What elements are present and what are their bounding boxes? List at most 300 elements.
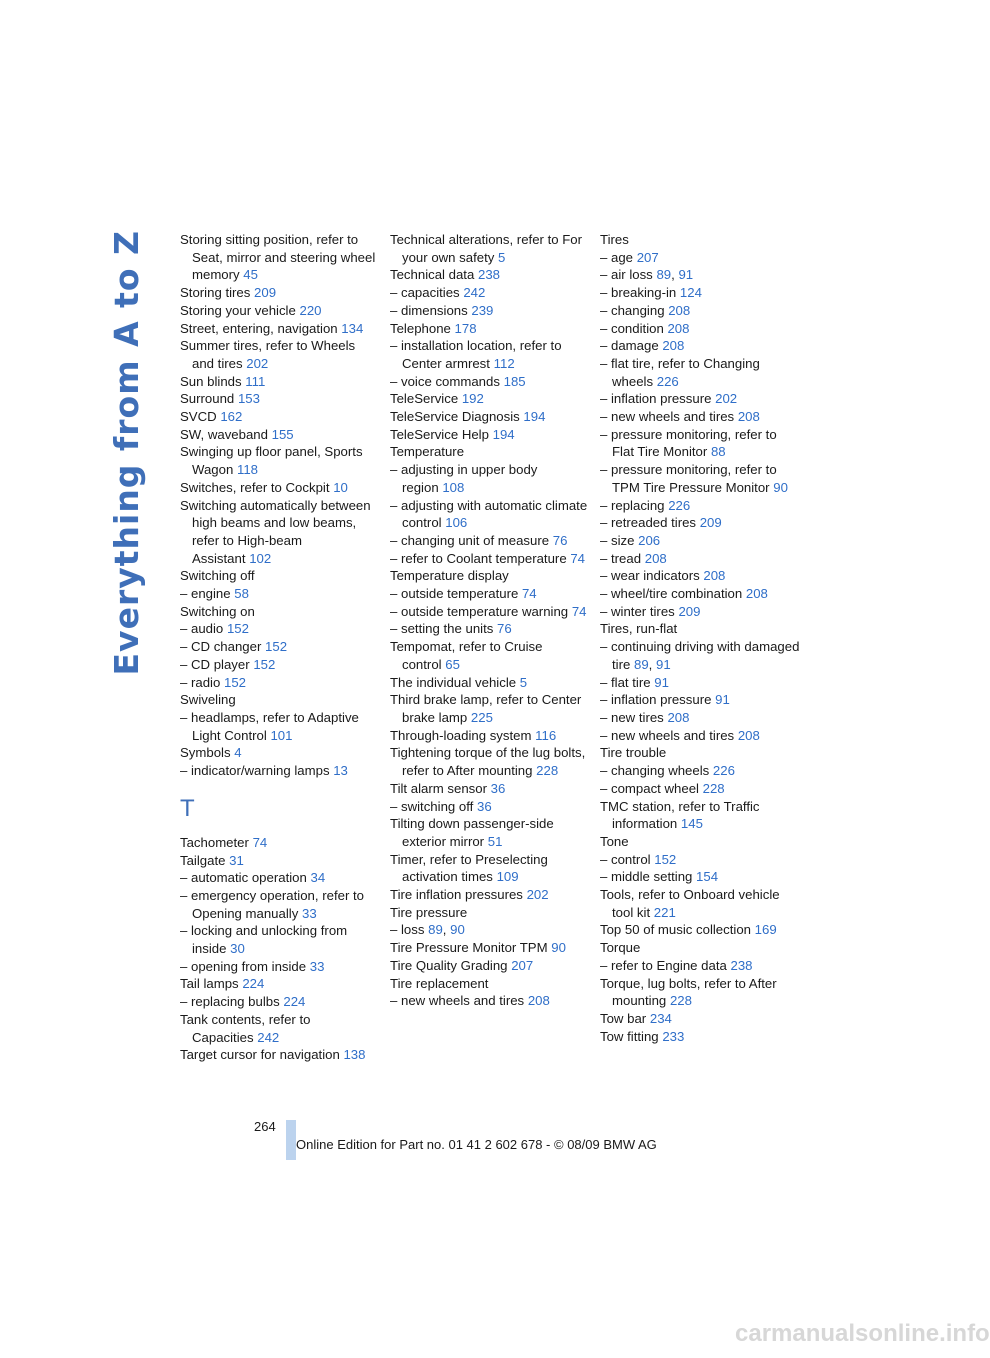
index-entry — [180, 762, 380, 780]
index-entry-text: Tachometer — [180, 834, 249, 850]
index-entry — [600, 798, 800, 833]
index-entry-text: Tire trouble — [600, 745, 667, 761]
page-reference-link[interactable]: 242 — [257, 1029, 280, 1045]
index-entry-text: – wheel/tire combination — [600, 586, 743, 602]
page-reference-link[interactable]: 5 — [498, 249, 506, 265]
index-entry — [600, 320, 800, 338]
index-entry-text: – middle setting — [600, 869, 693, 885]
footer-edition-text: Online Edition for Part no. 01 41 2 602 678 - © 08/09 BMW AG — [296, 1137, 657, 1152]
page-reference-link[interactable]: 90 — [551, 940, 566, 956]
index-entry-text: – pressure monitoring, refer to TPM Tire Pressure Monitor — [600, 462, 777, 495]
index-entry-text: – replacing bulbs — [180, 994, 280, 1010]
index-entry — [600, 603, 800, 621]
page-reference-link[interactable]: 225 — [470, 709, 493, 725]
index-entry-text: – winter tires — [600, 603, 675, 619]
index-entry — [390, 992, 590, 1010]
index-entry-text: Telephone — [390, 320, 451, 336]
page-reference-link[interactable]: 74 — [570, 550, 586, 566]
index-entry — [390, 231, 590, 266]
index-entry — [180, 320, 380, 338]
index-entry — [180, 744, 380, 762]
index-entry — [390, 461, 590, 496]
index-entry — [600, 461, 800, 496]
index-entry-text: Tire Pressure Monitor TPM — [390, 940, 548, 956]
index-entry-text: – changing — [600, 302, 665, 318]
index-entry — [180, 834, 380, 852]
index-entry-text: Swiveling — [180, 692, 236, 708]
page-reference-link[interactable]: 33 — [309, 958, 325, 974]
index-entry-text: – condition — [600, 320, 664, 336]
index-entry — [180, 691, 380, 709]
page-reference-link[interactable]: 220 — [299, 302, 322, 318]
index-entry — [390, 266, 590, 284]
page-reference-link[interactable]: 74 — [571, 603, 587, 619]
index-entry — [390, 957, 590, 975]
index-entry — [180, 887, 380, 922]
index-entry-text: – adjusting in upper body region — [390, 462, 538, 495]
index-entry — [600, 1010, 800, 1028]
page-reference-link[interactable]: 74 — [521, 586, 537, 602]
index-entry-text: Symbols — [180, 745, 231, 761]
page-reference-link[interactable]: 112 — [493, 355, 515, 371]
page-reference-link[interactable]: 155 — [271, 426, 294, 442]
index-entry-text: Switching off — [180, 568, 255, 584]
index-entry-text: – outside temperature — [390, 586, 519, 602]
page-reference-link[interactable]: 206 — [638, 532, 661, 548]
index-entry — [390, 780, 590, 798]
page-reference-link[interactable]: 208 — [737, 409, 760, 425]
index-entry-text: Storing sitting position, refer to Seat, mirror and steering wheel memory — [180, 232, 376, 283]
page-reference-link[interactable]: 208 — [662, 338, 685, 354]
index-entry — [600, 514, 800, 532]
index-entry — [180, 656, 380, 674]
page-reference-link[interactable]: 226 — [656, 373, 679, 389]
index-entry — [390, 550, 590, 568]
index-entry-text: – continuing driving with damaged tire — [600, 639, 800, 672]
index-entry — [600, 337, 800, 355]
index-entry-text: SW, waveband — [180, 426, 268, 442]
index-entry-text: Temperature — [390, 444, 465, 460]
index-entry-text: – headlamps, refer to Adaptive Light Control — [180, 709, 359, 743]
page-reference-link[interactable]: 238 — [730, 957, 753, 973]
page-reference-link[interactable]: 91 — [715, 692, 730, 708]
page-reference-link[interactable]: 178 — [454, 320, 477, 336]
index-entry — [180, 852, 380, 870]
index-entry — [180, 231, 380, 284]
index-entry-text: The individual vehicle — [390, 674, 517, 690]
index-entry-text: – wear indicators — [600, 568, 700, 584]
index-entry — [600, 532, 800, 550]
index-entry — [600, 939, 800, 957]
page-reference-link[interactable]: 36 — [477, 798, 492, 814]
index-entry-text: Tow bar — [600, 1010, 647, 1026]
index-entry — [390, 497, 590, 532]
index-entry — [600, 744, 800, 762]
index-entry-text: – installation location, refer to Center armrest — [390, 338, 562, 371]
page-reference-link[interactable]: 202 — [246, 355, 269, 371]
index-entry — [390, 603, 590, 621]
page-reference-link[interactable]: 228 — [702, 780, 725, 796]
index-entry-text: – age — [600, 249, 634, 265]
index-entry — [180, 603, 380, 621]
page-reference-link[interactable]: 152 — [654, 851, 677, 867]
index-entry-text: Swinging up floor panel, Sports Wagon — [180, 444, 363, 478]
page-reference-link[interactable]: 76 — [552, 532, 568, 548]
index-entry — [600, 674, 800, 692]
index-entry-text: – outside temperature warning — [390, 603, 569, 619]
page-reference-link[interactable]: 152 — [253, 656, 276, 672]
index-entry — [180, 443, 380, 478]
page-reference-link[interactable]: 152 — [265, 639, 288, 655]
page-reference-link[interactable]: 162 — [220, 409, 243, 425]
page-reference-link[interactable]: 226 — [712, 763, 735, 779]
page-reference-link[interactable]: 89 — [428, 922, 443, 938]
index-entry-text: – breaking-in — [600, 285, 677, 301]
index-entry-text: Tilt alarm sensor — [390, 780, 487, 796]
page-reference-link[interactable]: 138 — [343, 1047, 366, 1063]
index-entry — [180, 373, 380, 391]
page-reference-link[interactable]: 10 — [333, 479, 348, 495]
page-reference-link[interactable]: 145 — [680, 816, 703, 832]
page-reference-link[interactable]: 36 — [490, 780, 506, 796]
page-reference-link[interactable]: 209 — [254, 285, 277, 301]
index-entry — [390, 851, 590, 886]
page-reference-link[interactable]: 194 — [523, 409, 546, 425]
page-reference-link[interactable]: 208 — [644, 550, 667, 566]
index-entry-text: – audio — [180, 621, 224, 637]
index-entry-text: Third brake lamp, refer to Center brake lamp — [390, 692, 582, 725]
page-reference-link[interactable]: 209 — [699, 515, 722, 531]
page-reference-link[interactable]: 228 — [669, 993, 692, 1009]
index-entry — [390, 620, 590, 638]
index-entry — [600, 408, 800, 426]
index-entry — [600, 921, 800, 939]
index-entry — [390, 426, 590, 444]
index-entry-text: – opening from inside — [180, 958, 307, 974]
page-reference-link[interactable]: 207 — [511, 957, 534, 973]
page-reference-link[interactable]: 208 — [667, 709, 690, 725]
index-entry: – continuing driving with damaged tire 89, 91 — [600, 639, 800, 672]
index-entry — [180, 497, 380, 568]
page-reference-link[interactable]: 224 — [283, 994, 306, 1010]
index-entry-text: Storing your vehicle — [180, 302, 296, 318]
index-entry-text: – CD changer — [180, 639, 262, 655]
page-reference-link[interactable]: 58 — [234, 586, 249, 602]
page-reference-link[interactable]: 90 — [773, 479, 788, 495]
index-entry-text: TMC station, refer to Traffic information — [600, 798, 760, 832]
page-reference-link[interactable]: 224 — [242, 976, 265, 992]
index-entry-text: SVCD — [180, 409, 217, 425]
index-entry — [390, 638, 590, 673]
page-reference-link[interactable]: 5 — [519, 674, 528, 690]
index-entry-text: Temperature display — [390, 568, 509, 584]
index-entry-text: Technical alterations, refer to For your own safety — [390, 232, 583, 265]
page-reference-link[interactable]: 102 — [249, 550, 272, 566]
index-entry-text: – replacing — [600, 497, 665, 513]
index-entry — [600, 975, 800, 1010]
index-entry-text: Switches, refer to Cockpit — [180, 479, 330, 495]
page-reference-link[interactable]: 208 — [667, 320, 690, 336]
index-entry-text: Switching automatically between high beams and low beams, refer to High-beam Assistant — [180, 497, 371, 566]
index-entry-text: – new wheels and tires — [600, 727, 735, 743]
page-reference-link[interactable]: 226 — [668, 497, 691, 513]
index-entry-text: – flat tire, refer to Changing wheels — [600, 355, 760, 389]
index-entry-text: Torque — [600, 940, 641, 956]
page-reference-link[interactable]: 33 — [301, 905, 317, 921]
index-entry — [600, 762, 800, 780]
index-entry-text: TeleService — [390, 391, 459, 407]
index-entry-text: – indicator/warning lamps — [180, 763, 330, 779]
index-column-2 — [390, 231, 590, 1010]
index-entry — [390, 284, 590, 302]
index-entry — [600, 727, 800, 745]
index-entry — [180, 567, 380, 585]
page-reference-link[interactable]: 234 — [649, 1010, 672, 1026]
index-entry — [390, 975, 590, 993]
page-reference-link[interactable]: 208 — [745, 586, 768, 602]
index-entry-text: – new tires — [600, 709, 664, 725]
index-entry — [180, 302, 380, 320]
index-entry — [180, 709, 380, 744]
index-entry-text: Storing tires — [180, 285, 251, 301]
index-entry — [600, 620, 800, 638]
page-reference-link[interactable]: 185 — [503, 373, 526, 389]
index-entry-text: – tread — [600, 550, 642, 566]
index-entry-text: – inflation pressure — [600, 391, 712, 407]
index-entry — [390, 373, 590, 391]
page-reference-link[interactable]: 154 — [696, 869, 719, 885]
index-entry-text: Through-loading system — [390, 727, 532, 743]
index-entry — [390, 337, 590, 372]
index-entry — [600, 886, 800, 921]
index-letter-heading: T — [180, 794, 195, 822]
page-reference-link[interactable]: 45 — [243, 267, 258, 283]
index-entry-text: Tone — [600, 833, 629, 849]
index-entry — [180, 638, 380, 656]
index-entry-text: Switching on — [180, 603, 255, 619]
index-entry — [600, 709, 800, 727]
page-reference-link[interactable]: 228 — [536, 763, 559, 779]
page-reference-link[interactable]: 74 — [252, 834, 268, 850]
index-entry-text: Technical data — [390, 267, 475, 283]
index-entry-text: Tires — [600, 232, 629, 247]
page-reference-link[interactable]: 13 — [333, 763, 348, 779]
index-entry-text: – size — [600, 532, 635, 548]
index-entry — [180, 922, 380, 957]
index-entry-text: TeleService Help — [390, 426, 489, 442]
page-reference-link[interactable]: 202 — [526, 887, 549, 903]
index-entry-text: Tail lamps — [180, 976, 239, 992]
page-reference-link[interactable]: 192 — [461, 391, 484, 407]
index-entry-text: Tightening torque of the lug bolts, refer to After mounting — [390, 745, 586, 779]
index-entry — [180, 479, 380, 497]
page-reference-link[interactable]: 101 — [270, 727, 293, 743]
index-entry — [180, 390, 380, 408]
watermark: carmanualsonline.info — [735, 1320, 990, 1347]
index-entry — [390, 390, 590, 408]
page-reference-link[interactable]: 169 — [754, 922, 777, 938]
page-reference-link[interactable]: 208 — [703, 568, 726, 584]
index-entry-text: – compact wheel — [600, 780, 699, 796]
footer-accent-bar — [286, 1120, 296, 1160]
page-reference-link[interactable]: 76 — [497, 621, 512, 637]
index-entry-text: – switching off — [390, 798, 474, 814]
index-column-1 — [180, 231, 380, 1064]
index-column-3 — [600, 231, 800, 1045]
index-entry-text: Tempomat, refer to Cruise control — [390, 639, 543, 672]
index-entry — [180, 620, 380, 638]
index-entry-text: – CD player — [180, 656, 250, 672]
page-number: 264 — [254, 1119, 276, 1134]
page-reference-link[interactable]: 208 — [668, 302, 691, 318]
index-entry-text: – flat tire — [600, 674, 651, 690]
index-entry — [390, 798, 590, 816]
index-entry-text: – changing unit of measure — [390, 532, 550, 548]
index-entry — [180, 674, 380, 692]
index-entry-text: Tank contents, refer to Capacities — [180, 1011, 311, 1045]
page-reference-link[interactable]: 51 — [487, 833, 503, 849]
index-entry-text: Tires, run-flat — [600, 621, 678, 637]
page-reference-link[interactable]: 134 — [341, 320, 364, 336]
page-reference-link[interactable]: 109 — [496, 869, 519, 885]
index-entry-text: Street, entering, navigation — [180, 320, 338, 336]
index-entry-text: Tailgate — [180, 852, 226, 868]
page-reference-link[interactable]: 209 — [678, 603, 701, 619]
index-entry-text: – locking and unlocking from inside — [180, 923, 348, 957]
page-reference-link[interactable]: 233 — [662, 1028, 685, 1044]
page-reference-link[interactable]: 4 — [234, 745, 242, 761]
page-reference-link[interactable]: 208 — [737, 727, 760, 743]
index-entry-text: Tools, refer to Onboard vehicle tool kit — [600, 887, 780, 920]
index-entry-text: Summer tires, refer to Wheels and tires — [180, 338, 356, 371]
index-entry — [180, 958, 380, 976]
page-reference-link[interactable]: 239 — [471, 302, 494, 318]
index-entry-text: Tire Quality Grading — [390, 957, 508, 973]
index-entry-text: – dimensions — [390, 302, 468, 318]
index-entry — [390, 585, 590, 603]
index-entry-text: – control — [600, 851, 651, 867]
index-entry — [180, 426, 380, 444]
index-entry — [390, 939, 590, 957]
index-entry — [600, 231, 800, 249]
index-entry — [390, 744, 590, 779]
page-reference-link[interactable]: 238 — [477, 267, 500, 283]
page-reference-link[interactable]: 118 — [236, 462, 258, 478]
index-entry-text: Tow fitting — [600, 1028, 659, 1044]
page-reference-link[interactable]: 153 — [237, 391, 260, 407]
page-reference-link[interactable]: 221 — [653, 904, 676, 920]
index-entry-text: – changing wheels — [600, 763, 710, 779]
index-entry — [180, 993, 380, 1011]
index-entry — [600, 567, 800, 585]
index-entry — [600, 833, 800, 851]
page-reference-link[interactable]: 31 — [229, 852, 244, 868]
page-reference-link[interactable]: 207 — [636, 249, 659, 265]
index-entry — [600, 249, 800, 267]
page-reference-link[interactable]: 202 — [715, 391, 738, 407]
index-entry-text: – retreaded tires — [600, 515, 697, 531]
page-reference-link[interactable]: 208 — [527, 993, 550, 1009]
index-entry-text: Surround — [180, 391, 235, 407]
page-reference-link[interactable]: 65 — [445, 656, 460, 672]
index-entry — [390, 443, 590, 461]
index-entry-text: Sun blinds — [180, 373, 242, 389]
page-reference-link[interactable]: 89 — [634, 656, 649, 672]
index-entry — [180, 1046, 380, 1064]
page-reference-link[interactable]: 242 — [463, 285, 486, 301]
index-entry — [180, 975, 380, 993]
index-entry — [390, 691, 590, 726]
index-entry-text: – refer to Coolant temperature — [390, 550, 567, 566]
page-reference-link[interactable]: 30 — [230, 941, 245, 957]
page-reference-link[interactable]: 194 — [492, 426, 515, 442]
index-entry — [180, 337, 380, 372]
index-entry — [600, 284, 800, 302]
index-entry: – loss 89, 90 — [390, 922, 465, 938]
page-reference-link[interactable]: 124 — [679, 285, 702, 301]
index-entry — [390, 302, 590, 320]
index-entry-text: – air loss — [600, 267, 653, 283]
index-entry — [390, 320, 590, 338]
index-entry — [600, 497, 800, 515]
index-entry — [600, 780, 800, 798]
index-entry-text: Torque, lug bolts, refer to After mounting — [600, 975, 777, 1009]
index-entry — [600, 355, 800, 390]
index-entry — [600, 868, 800, 886]
side-section-title: Everything from A to Z — [107, 230, 146, 676]
page-reference-link[interactable]: 91 — [678, 267, 694, 283]
index-entry — [600, 302, 800, 320]
index-entry — [390, 674, 590, 692]
index-entry — [390, 532, 590, 550]
index-entry — [390, 886, 590, 904]
page-reference-link[interactable]: 88 — [710, 444, 726, 460]
page-reference-link[interactable]: 111 — [245, 373, 266, 389]
page-reference-link[interactable]: 152 — [224, 674, 247, 690]
index-entry — [600, 550, 800, 568]
page-reference-link[interactable]: 90 — [450, 922, 465, 938]
page-reference-link[interactable]: 116 — [535, 727, 557, 743]
index-entry-text: – new wheels and tires — [600, 409, 735, 425]
index-entry — [600, 691, 800, 709]
page-reference-link[interactable]: 108 — [442, 479, 465, 495]
page-reference-link[interactable]: 89 — [656, 267, 672, 283]
index-entry-text: – setting the units — [390, 621, 494, 637]
index-entry-text: Tire inflation pressures — [390, 887, 523, 903]
index-entry — [390, 567, 590, 585]
index-entry-text: – adjusting with automatic climate control — [390, 497, 588, 531]
index-entry-text: – refer to Engine data — [600, 957, 727, 973]
index-entry — [180, 869, 380, 887]
index-entry-text: Timer, refer to Preselecting activation times — [390, 851, 548, 885]
index-entry-text: Tilting down passenger-side exterior mirror — [390, 816, 554, 849]
page-reference-link[interactable]: 106 — [445, 515, 468, 531]
page-reference-link[interactable]: 34 — [310, 870, 326, 886]
index-entry-text: – radio — [180, 674, 221, 690]
index-entry: – air loss 89, 91 — [600, 267, 694, 283]
index-entry-text: – new wheels and tires — [390, 993, 525, 1009]
index-entry — [600, 390, 800, 408]
index-entry — [390, 815, 590, 850]
page-reference-link[interactable]: 91 — [656, 656, 671, 672]
page-reference-link[interactable]: 152 — [226, 621, 249, 637]
index-entry — [600, 426, 800, 461]
index-entry-text: Tire replacement — [390, 975, 489, 991]
page-reference-link[interactable]: 91 — [654, 674, 669, 690]
index-entry-text: – damage — [600, 338, 659, 354]
index-entry — [600, 585, 800, 603]
index-entry — [180, 284, 380, 302]
